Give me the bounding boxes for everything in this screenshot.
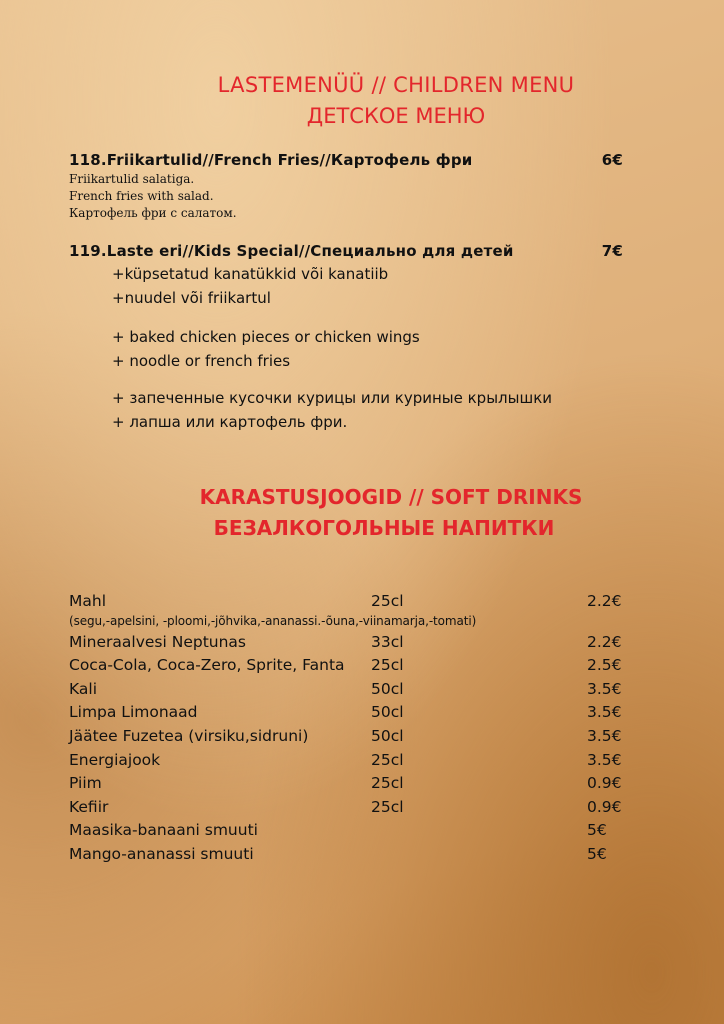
drink-price: 3.5€ <box>587 750 622 769</box>
drink-volume: 25cl <box>371 797 404 816</box>
drink-name: Mango-ananassi smuuti <box>69 844 254 863</box>
children-menu-title: LASTEMENÜÜ // CHILDREN MENU <box>217 73 575 97</box>
drink-row <box>69 701 625 725</box>
drink-name: Energiajook <box>69 750 161 769</box>
drink-name: Kefiir <box>69 797 109 816</box>
detail-line: +nuudel või friikartul <box>112 289 271 307</box>
drink-name: Piim <box>69 774 102 793</box>
detail-line: + запеченные кусочки курицы или куриные крылышки <box>112 389 553 407</box>
drink-price: 3.5€ <box>587 703 622 722</box>
drink-price: 3.5€ <box>587 679 622 698</box>
menu-item-name: 119.Laste eri//Kids Special//Специально для детей <box>69 242 514 260</box>
drink-row <box>69 843 625 867</box>
drink-row <box>69 678 625 702</box>
menu-item-name: 118.Friikartulid//French Fries//Картофель фри <box>69 151 473 169</box>
drink-row <box>69 819 625 843</box>
drink-volume: 50cl <box>371 726 404 745</box>
detail-line: + noodle or french fries <box>112 352 291 370</box>
drink-name: Mahl <box>69 592 107 610</box>
drink-volume: 25cl <box>371 774 404 793</box>
drink-volume: 33cl <box>371 632 404 651</box>
drink-row <box>69 631 625 655</box>
menu-item-price: 7€ <box>601 242 623 260</box>
drink-volume: 25cl <box>371 656 404 675</box>
drink-row <box>69 654 625 678</box>
drink-name: Coca-Cola, Coca-Zero, Sprite, Fanta <box>69 656 345 675</box>
drink-price: 2.2€ <box>587 632 622 651</box>
detail-line: + лапша или картофель фри. <box>112 413 348 431</box>
soft-drinks-title: KARASTUSJOOGID // SOFT DRINKS <box>199 485 583 509</box>
drink-name: Jäätee Fuzetea (virsiku,sidruni) <box>69 726 309 745</box>
drink-name: Kali <box>69 679 98 698</box>
drink-row <box>69 749 625 773</box>
menu-item-price: 6€ <box>601 151 623 169</box>
description-line: Картофель фри с салатом. <box>69 206 237 220</box>
menu-item-119-details-en <box>112 325 420 373</box>
drink-price: 5€ <box>587 821 607 840</box>
drink-volume: 25cl <box>371 592 404 610</box>
drink-row <box>69 772 625 796</box>
drink-row <box>69 796 625 820</box>
drink-price: 2.5€ <box>587 656 622 675</box>
detail-line: + baked chicken pieces or chicken wings <box>112 328 420 346</box>
description-line: Friikartulid salatiga. <box>69 172 195 186</box>
menu-item-118-description <box>69 171 237 222</box>
soft-drinks-title-ru: БЕЗАЛКОГОЛЬНЫЕ НАПИТКИ <box>213 516 555 540</box>
description-line: French fries with salad. <box>69 189 214 203</box>
drink-price: 5€ <box>587 844 607 863</box>
detail-line: +küpsetatud kanatükkid või kanatiib <box>112 265 389 283</box>
drink-volume: 25cl <box>371 750 404 769</box>
drink-price: 0.9€ <box>587 774 622 793</box>
drink-price: 3.5€ <box>587 726 622 745</box>
drink-volume: 50cl <box>371 679 404 698</box>
drink-row <box>69 590 625 614</box>
drink-name: Mineraalvesi Neptunas <box>69 632 247 651</box>
menu-item-119-details-et <box>112 262 388 310</box>
drink-price: 0.9€ <box>587 797 622 816</box>
children-menu-title-ru: ДЕТСКОЕ МЕНЮ <box>306 104 486 128</box>
drinks-list <box>69 590 625 867</box>
drink-row <box>69 725 625 749</box>
drink-name: Limpa Limonaad <box>69 703 198 722</box>
drink-name: Maasika-banaani smuuti <box>69 821 258 840</box>
drink-price: 2.2€ <box>587 592 622 610</box>
menu-item-119-details-ru <box>112 386 552 434</box>
drink-volume: 50cl <box>371 703 404 722</box>
drink-note: (segu,-apelsini, -ploomi,-jõhvika,-ananassi.-õuna,-viinamarja,-tomati) <box>69 613 477 628</box>
